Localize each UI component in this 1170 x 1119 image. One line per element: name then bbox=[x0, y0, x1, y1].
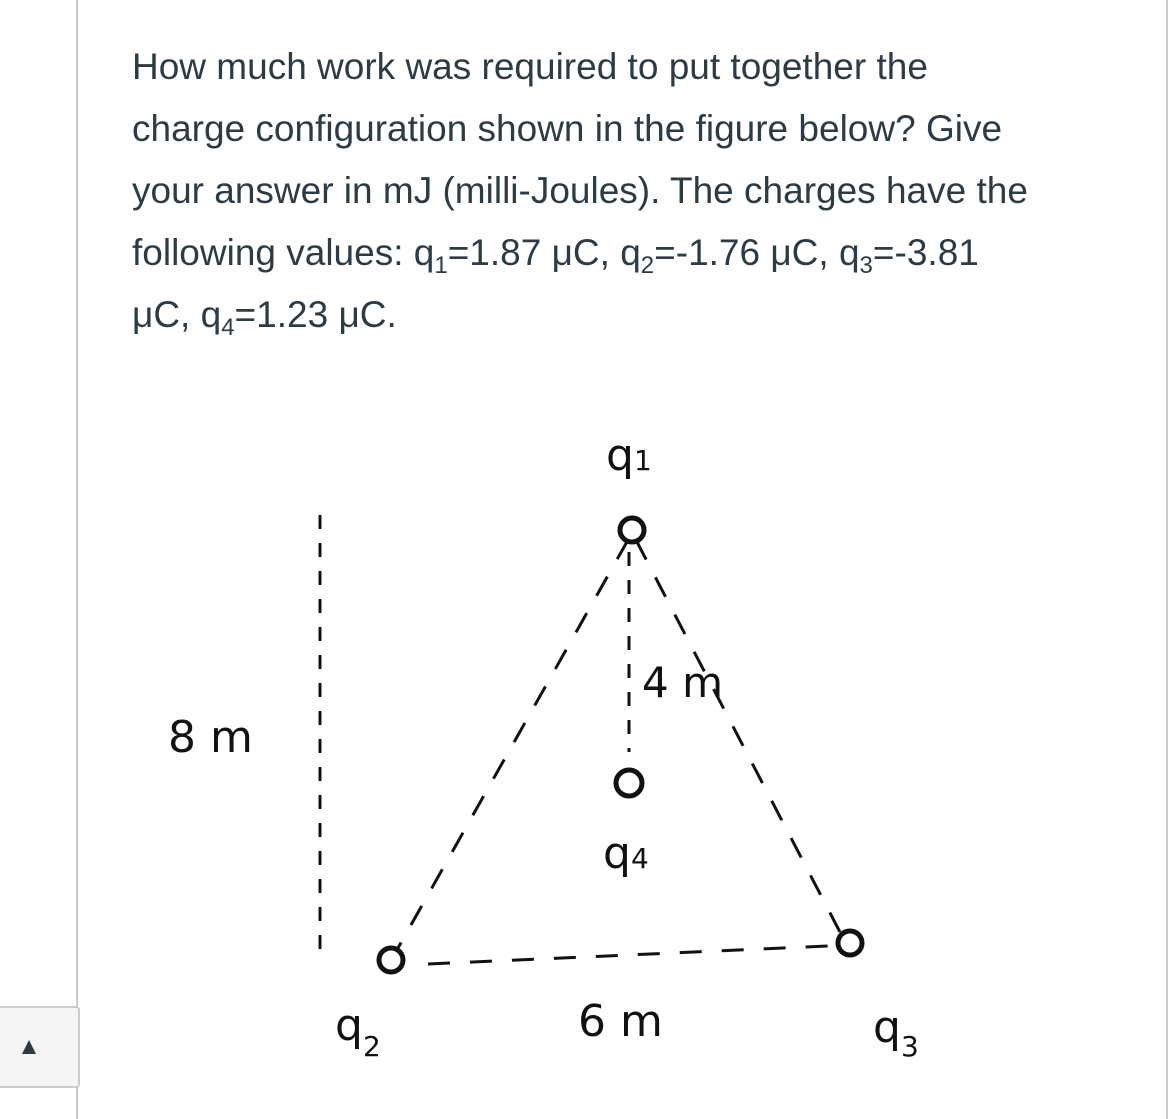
side-q1-q3 bbox=[636, 540, 842, 936]
side-q1-q2 bbox=[398, 540, 628, 948]
question-line-4: following values: $q_1=1.87$ μC, $q_2=-1.76$ μC, $q_3=-3.81$ bbox=[132, 232, 979, 279]
question-line-3: your answer in mJ (milli-Joules). The charges have the bbox=[132, 170, 1028, 211]
charge-q3-marker bbox=[838, 931, 862, 955]
label-q3: $q_3$ bbox=[873, 1002, 919, 1063]
charge-q1-marker bbox=[620, 518, 644, 542]
label-q1: q1 bbox=[606, 430, 652, 481]
question-line-5: μC, $q_4=1.23$ μC. bbox=[132, 294, 397, 341]
label-center-distance: 4 m bbox=[642, 658, 723, 707]
label-height: 8 m bbox=[168, 712, 253, 763]
base-q2-q3 bbox=[428, 946, 828, 964]
question-line-2: charge configuration shown in the figure below? Give bbox=[132, 108, 1003, 149]
label-base: 6 m bbox=[578, 996, 663, 1047]
charge-q2-marker bbox=[379, 948, 403, 972]
charge-q4-marker bbox=[616, 770, 642, 796]
label-q4: q4 bbox=[603, 828, 649, 879]
label-q2: $q_2$ bbox=[335, 1000, 381, 1063]
question-line-1: How much work was required to put together the bbox=[132, 46, 928, 87]
